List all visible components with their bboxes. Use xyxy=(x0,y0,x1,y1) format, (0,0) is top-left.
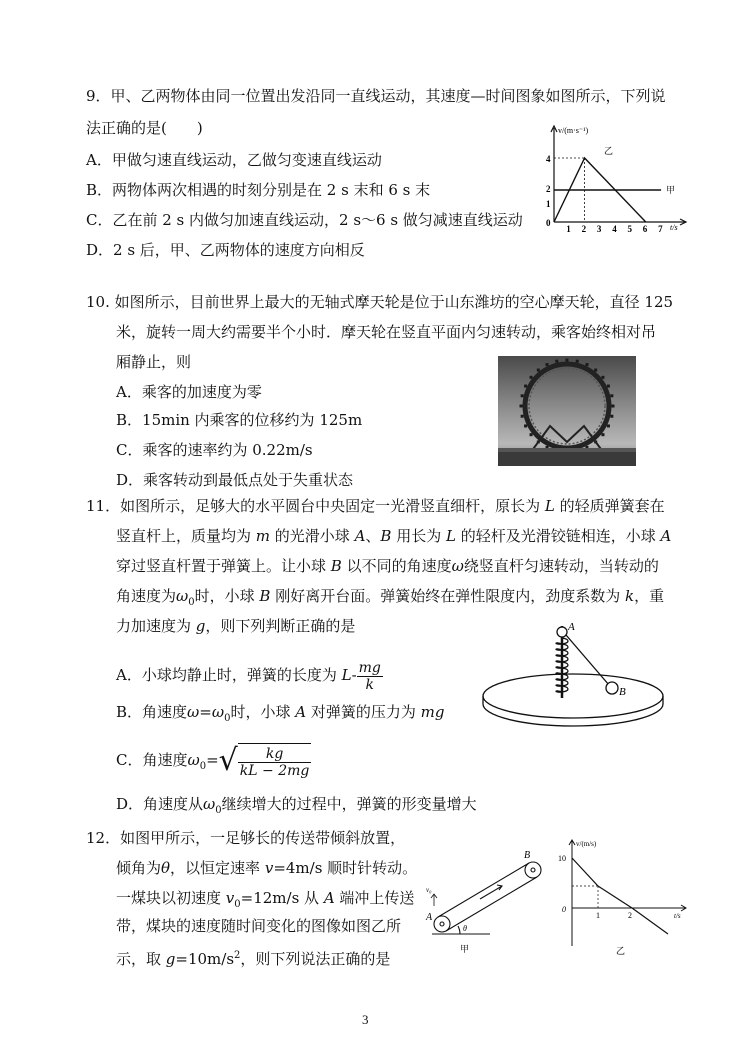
q11-option-a xyxy=(116,658,383,692)
cabin xyxy=(521,415,524,418)
q11-text: 穿过竖直杆置于弹簧上。让小球 xyxy=(116,557,331,575)
angle-arc xyxy=(458,926,460,934)
q12-stem-line2 xyxy=(116,858,417,878)
q12-var-v0: v xyxy=(225,889,235,907)
q11-text: 的光滑小球 xyxy=(270,527,355,545)
page-number: 3 xyxy=(362,1012,369,1027)
q11-text: 的轻质弹簧套在 xyxy=(554,497,665,515)
graph-y10: 10 xyxy=(558,854,566,863)
q11-text: 继续增大的过程中，弹簧的形变量增大 xyxy=(221,795,477,813)
photo-ground xyxy=(498,451,636,466)
q9-ytick-0: 0 xyxy=(546,218,551,228)
q11-text: 对弹簧的压力为 xyxy=(306,703,421,721)
cabin xyxy=(555,360,558,363)
q9-xtick-6: 6 xyxy=(642,224,648,232)
q11-sub: 0 xyxy=(188,597,195,608)
q9-option-d: D．2 s 后，甲、乙两物体的速度方向相反 xyxy=(86,241,365,259)
q11-option-b xyxy=(116,702,444,729)
q11-stem-line5 xyxy=(116,616,355,636)
q12-text: ，以恒定速率 xyxy=(170,859,265,877)
q11-var-B: B xyxy=(259,587,271,605)
q11-frac-num: mg xyxy=(358,659,381,676)
q11-option-c xyxy=(116,740,311,780)
q12-sup: 2 xyxy=(234,950,241,961)
q11-var-omega: ω xyxy=(451,557,464,575)
q11-sqrt-sign: √ xyxy=(218,743,238,778)
q11-var-k: k xyxy=(624,587,635,605)
q10-stem-line1: 10. 如图所示，目前世界上最大的无轴式摩天轮是位于山东潍坊的空心摩天轮，直径 125 xyxy=(86,293,674,311)
q10-option-b: B．15min 内乘客的位移约为 125m xyxy=(116,411,363,429)
q11-stem-line2 xyxy=(116,526,671,546)
q12-stem-line3 xyxy=(116,888,414,915)
q11-text: 、 xyxy=(365,527,381,545)
q11-frac-num: kg xyxy=(238,746,312,763)
q9-stem-line2: 法正确的是( ) xyxy=(86,119,203,137)
q11-text: 时，小球 xyxy=(230,703,296,721)
cabin xyxy=(576,360,579,363)
q11-var-omega: ω xyxy=(187,703,200,721)
q11-var-omega0: ω xyxy=(176,587,189,605)
q12-sub: 0 xyxy=(234,899,241,910)
cabin xyxy=(524,424,527,427)
q9-option-c: C．乙在前 2 s 内做匀加速直线运动，2 s～6 s 做匀减速直线运动 xyxy=(86,211,523,229)
q11-text: ，则下列判断正确的是 xyxy=(205,617,356,635)
q11-text: = xyxy=(206,751,219,769)
cabin xyxy=(530,376,533,379)
q11-frac-mg-k xyxy=(357,660,383,693)
velocity-arrow xyxy=(480,886,502,899)
q12-text: =10m/s xyxy=(175,950,235,968)
q9-option-a: A．甲做匀速直线运动，乙做匀变速直线运动 xyxy=(86,151,382,169)
graph-ylabel: v/(m/s) xyxy=(576,840,597,848)
q9-xtick-4: 4 xyxy=(612,224,617,232)
label-b: B xyxy=(619,686,626,698)
q11-text: 时，小球 xyxy=(194,587,260,605)
q11-sub: 0 xyxy=(199,761,207,772)
turntable-top xyxy=(483,674,663,718)
label-jia: 甲 xyxy=(460,944,470,954)
q9-ytick-4: 4 xyxy=(546,154,551,164)
q11-var-A: A xyxy=(295,703,307,721)
cabin xyxy=(612,405,615,408)
q12-stem-line4: 带，煤块的速度随时间变化的图像如图乙所 xyxy=(116,917,402,935)
label-a: A xyxy=(426,912,433,923)
q11-text: - xyxy=(351,666,357,684)
q12-var-theta: θ xyxy=(161,859,171,877)
ball-a xyxy=(557,627,567,637)
q11-var-L: L xyxy=(446,527,456,545)
q9-xtick-7: 7 xyxy=(658,224,663,232)
q11-text: 刚好离开台面。弹簧始终在弹性限度内，劲度系数为 xyxy=(270,587,625,605)
q11-text: 力加速度为 xyxy=(116,617,196,635)
cabin xyxy=(607,385,610,388)
q11-stem-line1 xyxy=(86,496,665,516)
q11-text: 角速度为 xyxy=(116,587,177,605)
q11-text: D．角速度从 xyxy=(116,795,204,813)
q11-var-A: A xyxy=(660,527,672,545)
q10-stem-line3: 厢静止，则 xyxy=(116,353,192,371)
q12-vt-graph xyxy=(556,836,692,960)
q11-var-B: B xyxy=(330,557,342,575)
cabin xyxy=(520,405,523,408)
q9-graph-ylabel: v/(m·s⁻¹) xyxy=(558,126,589,135)
q11-var-omega0: ω xyxy=(187,751,200,769)
graph-y0: 0 xyxy=(562,905,566,914)
graph-xlabel: t/s xyxy=(674,912,681,920)
label-a: A xyxy=(568,621,575,633)
pulley-a-axle xyxy=(440,922,444,926)
q11-var-mg: mg xyxy=(420,703,445,721)
photo-waterline xyxy=(498,448,636,452)
q11-stem-line4 xyxy=(116,586,664,613)
label-b: B xyxy=(524,850,531,861)
q11-text: B．角速度 xyxy=(116,703,188,721)
label-yi: 乙 xyxy=(616,946,626,956)
cabin xyxy=(585,363,588,366)
q11-text: 以不同的角速度 xyxy=(341,557,452,575)
cabin xyxy=(546,363,549,366)
q9-ytick-1: 1 xyxy=(546,199,551,209)
q11-sub: 0 xyxy=(224,713,231,724)
q11-var-A: A xyxy=(354,527,366,545)
ferris-wheel-photo xyxy=(498,356,636,466)
q10-option-d: D．乘客转动到最低点处于失重状态 xyxy=(116,471,354,489)
q11-var-omega0: ω xyxy=(203,795,216,813)
q10-option-c: C．乘客的速率约为 0.22m/s xyxy=(116,441,313,459)
q9-label-jia: 甲 xyxy=(666,185,676,195)
q11-text: ，重 xyxy=(634,587,665,605)
q9-label-yi: 乙 xyxy=(604,146,614,156)
graph-x1: 1 xyxy=(596,911,600,920)
velocity-line xyxy=(572,858,668,934)
q12-var-g: g xyxy=(165,950,176,968)
q9-graph-xlabel: t/s xyxy=(670,223,678,232)
q11-text: 绕竖直杆匀速转动，当转动的 xyxy=(463,557,659,575)
q11-var-L: L xyxy=(341,666,352,684)
q9-option-b: B．两物体两次相遇的时刻分别是在 2 s 末和 6 s 末 xyxy=(86,181,431,199)
q12-conveyor-diagram xyxy=(420,840,555,960)
q10-stem-line2: 米，旋转一周大约需要半个小时．摩天轮在竖直平面内匀速转动，乘客始终相对吊 xyxy=(116,323,657,341)
q11-text: = xyxy=(199,703,212,721)
q11-var-B: B xyxy=(380,527,392,545)
q12-text: 倾角为 xyxy=(116,859,162,877)
q11-text: 的轻杆及光滑铰链相连，小球 xyxy=(455,527,661,545)
q9-xtick-2: 2 xyxy=(581,224,587,232)
q11-text: 竖直杆上，质量均为 xyxy=(116,527,256,545)
q11-frac-den: k xyxy=(365,676,375,693)
label-v0: v₀ xyxy=(426,886,432,894)
q12-var-A: A xyxy=(323,889,335,907)
q11-sub: 0 xyxy=(215,805,222,816)
q12-text: =12m/s 从 xyxy=(240,889,324,907)
q9-stem-line1: 9．甲、乙两物体由同一位置出发沿同一直线运动，其速度—时间图象如图所示，下列说 xyxy=(86,87,666,105)
q11-var-g: g xyxy=(195,617,206,635)
q9-xtick-1: 1 xyxy=(566,224,571,232)
q12-text: 示，取 xyxy=(116,950,166,968)
cabin xyxy=(521,394,524,397)
q11-text: 11．如图所示，足够大的水平圆台中央固定一光滑竖直细杆，原长为 xyxy=(86,497,545,515)
q9-xtick-3: 3 xyxy=(596,224,602,232)
cabin xyxy=(566,359,569,362)
label-theta: θ xyxy=(463,924,467,933)
cabin xyxy=(610,394,613,397)
q12-text: ，则下列说法正确的是 xyxy=(240,950,391,968)
q11-text: 用长为 xyxy=(391,527,446,545)
q11-stem-line3 xyxy=(116,556,659,576)
cabin xyxy=(610,415,613,418)
graph-x2: 2 xyxy=(628,911,632,920)
q11-frac-sqrt xyxy=(238,743,312,779)
q9-ytick-2: 2 xyxy=(546,184,551,194)
cabin xyxy=(594,369,597,372)
q9-vt-graph xyxy=(540,122,690,232)
q10-option-a: A．乘客的加速度为零 xyxy=(116,383,262,401)
cabin xyxy=(601,433,604,436)
q12-text: 一煤块以初速度 xyxy=(116,889,226,907)
q11-text: C．角速度 xyxy=(116,751,188,769)
ball-b xyxy=(606,682,618,694)
cabin xyxy=(607,424,610,427)
q9-xtick-5: 5 xyxy=(627,224,632,232)
q11-turntable-diagram xyxy=(478,618,668,728)
q12-text: 端冲上传送 xyxy=(334,889,415,907)
cabin xyxy=(530,433,533,436)
q11-var-omega0: ω xyxy=(211,703,225,721)
q11-text: A．小球均静止时，弹簧的长度为 xyxy=(116,666,342,684)
cabin xyxy=(537,369,540,372)
q11-var-L: L xyxy=(544,497,555,515)
q11-var-m: m xyxy=(255,527,271,545)
q12-text: =4m/s 顺时针转动。 xyxy=(273,859,418,877)
q11-frac-den: kL − 2mg xyxy=(239,763,310,779)
cabin xyxy=(601,376,604,379)
q12-stem-line1: 12．如图甲所示，一足够长的传送带倾斜放置， xyxy=(86,829,406,847)
q12-var-v: v xyxy=(264,859,274,877)
pulley-b-axle xyxy=(531,868,535,872)
q12-stem-line5 xyxy=(116,946,390,969)
q11-option-d xyxy=(116,794,477,821)
cabin xyxy=(524,385,527,388)
